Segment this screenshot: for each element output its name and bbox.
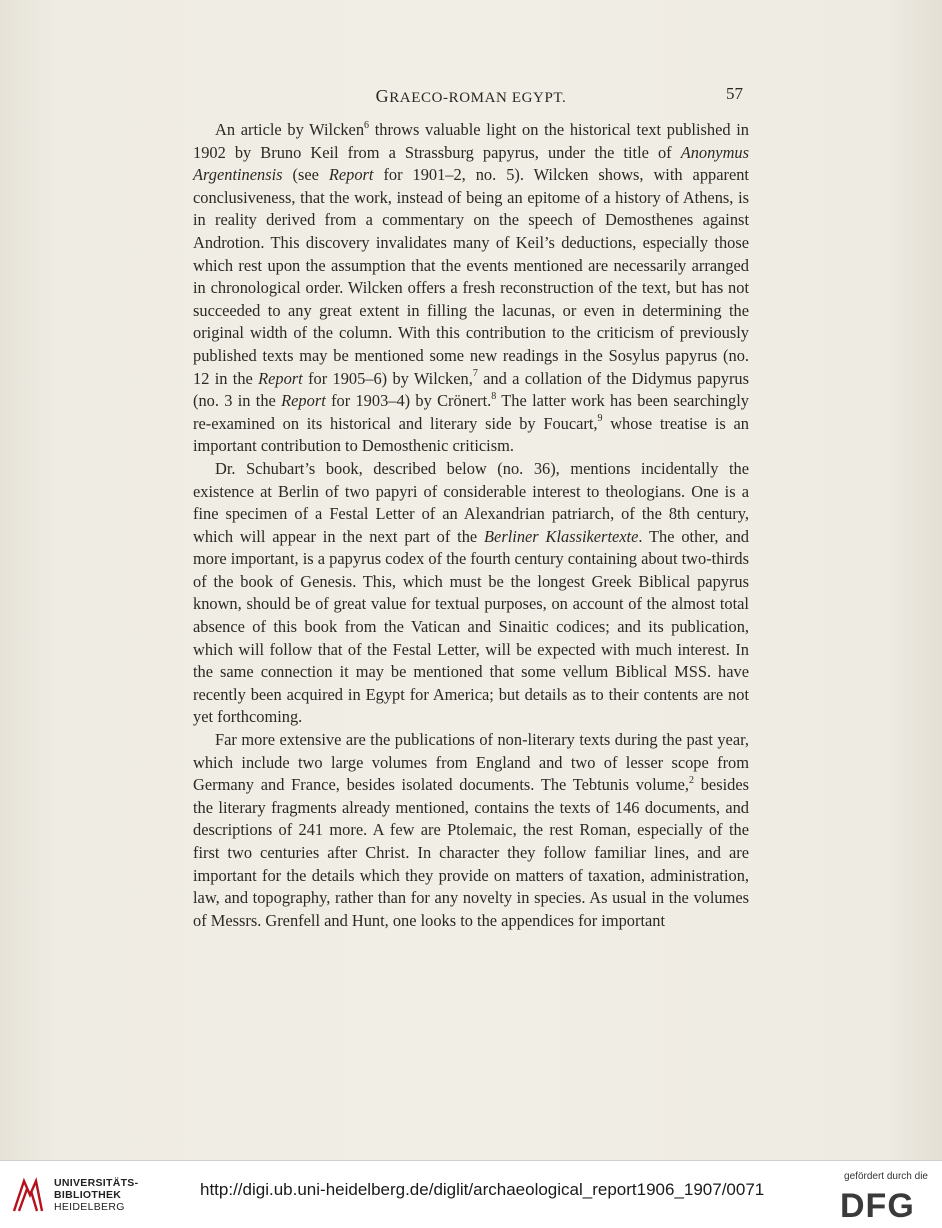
text-run: besides the literary fragments already mentioned, contains the texts of 146 documents, and descriptions of 241 more. A few are Ptolemaic, the rest Roman, especially of the first two centuries after Christ. In character they follow familiar lines, and are important for the details which they provide on matters of taxation, administration, law, and topography, rather than for any novelty in species. As usual in the volumes of Messrs. Grenfell and Hunt, one looks to the appendices for important xyxy=(193,775,749,930)
library-name-line: UNIVERSITÄTS- xyxy=(54,1177,139,1189)
dfg-logo-text: DFG xyxy=(840,1187,915,1221)
text-run: for 1905–6) by Wilcken, xyxy=(302,368,473,388)
paragraph-3 xyxy=(193,729,749,932)
text-run: for 1901–2, no. 5). Wilcken shows, with apparent conclusiveness, that the work, instead of being an epitome of a history of Athens, is in reality derived from a commentary on the speech of Demosthenes against Androtion. This discovery invalidates many of Keil’s deductions, especially those which rest upon the assumption that the events mentioned are necessarily arranged in chronological order. Wilcken offers a fresh reconstruction of the text, but has not succeeded to any great extent in filling the lacunas, or even in determining the original width of the column. With this contribution to the criticism of previously published texts may be mentioned some new readings in the Sosylus papyrus (no. 12 in the xyxy=(193,165,749,388)
page-header xyxy=(193,84,749,108)
footnote-ref: 2 xyxy=(688,774,694,786)
text-run: and a collation of the Didymus papyrus (no. 3 in the xyxy=(193,368,749,411)
funding-note: gefördert durch die xyxy=(844,1171,928,1182)
library-name xyxy=(54,1177,138,1213)
italic-title: Report xyxy=(281,391,326,411)
footnote-ref: 9 xyxy=(597,413,603,425)
permalink-url[interactable]: http://digi.ub.uni-heidelberg.de/diglit/archaeological_report1906_1907/0071 xyxy=(200,1180,765,1199)
text-run: Dr. Schubart’s book, described below (no. 36), mentions incidentally the existence at Berlin of two papyri of considerable interest to theologians. One is a fine specimen of a Festal Letter of an Alexandrian patriarch, of the 8th century, which will appear in the next part of the xyxy=(193,458,749,546)
paragraph-2 xyxy=(193,458,749,729)
text-run: . The other, and more important, is a papyrus codex of the fourth century containing about two-thirds of the book of Genesis. This, which must be the longest Greek Biblical papyrus known, should be of great value for textual purposes, on account of the almost total absence of this book from the Vatican and Sinaitic codices; and its publication, which will follow that of the Festal Letter, will be expected with much interest. In the same connection it may be mentioned that some vellum Biblical MSS. have recently been acquired in Egypt for America; but details as to their contents are not yet forthcoming. xyxy=(193,526,749,727)
viewer-footer xyxy=(0,1160,942,1228)
text-run: An article by Wilcken xyxy=(215,120,365,139)
page-number: 57 xyxy=(726,84,743,103)
text-run: The latter work has been searchingly re-examined on its historical and literary side by Foucart, xyxy=(193,391,749,433)
footnote-ref: 8 xyxy=(491,390,497,402)
text-run: Far more extensive are the publications of non-literary texts during the past year, which include two large volumes from England and two of lesser scope from Germany and France, besides isolated documents. The Tebtunis volume, xyxy=(193,730,749,795)
library-name-line: HEIDELBERG xyxy=(54,1201,125,1213)
body-text xyxy=(193,119,749,932)
italic-title: Report xyxy=(328,165,374,185)
library-name-line: BIBLIOTHEK xyxy=(54,1189,122,1201)
footnote-ref: 6 xyxy=(364,119,370,131)
text-run: (see xyxy=(282,165,329,185)
text-run: whose treatise is an important contribution to Demosthenic criticism. xyxy=(193,413,749,456)
italic-title: Anonymus Argentinensis xyxy=(193,142,749,185)
logo-strokes xyxy=(14,1181,42,1211)
footnote-ref: 7 xyxy=(472,368,478,380)
italic-title: Report xyxy=(258,368,303,388)
running-title: GRAECO-ROMAN EGYPT. xyxy=(375,86,567,106)
italic-title: Berliner Klassikertexte xyxy=(484,526,639,546)
dfg-logo-icon xyxy=(840,1187,928,1221)
paragraph-1 xyxy=(193,119,749,458)
text-run: for 1903–4) by Crönert. xyxy=(325,391,492,411)
university-library-logo-icon xyxy=(10,1175,46,1215)
text-run: throws valuable light on the historical text published in 1902 by Bruno Keil from a Strassburg papyrus, under the title of xyxy=(193,120,749,162)
